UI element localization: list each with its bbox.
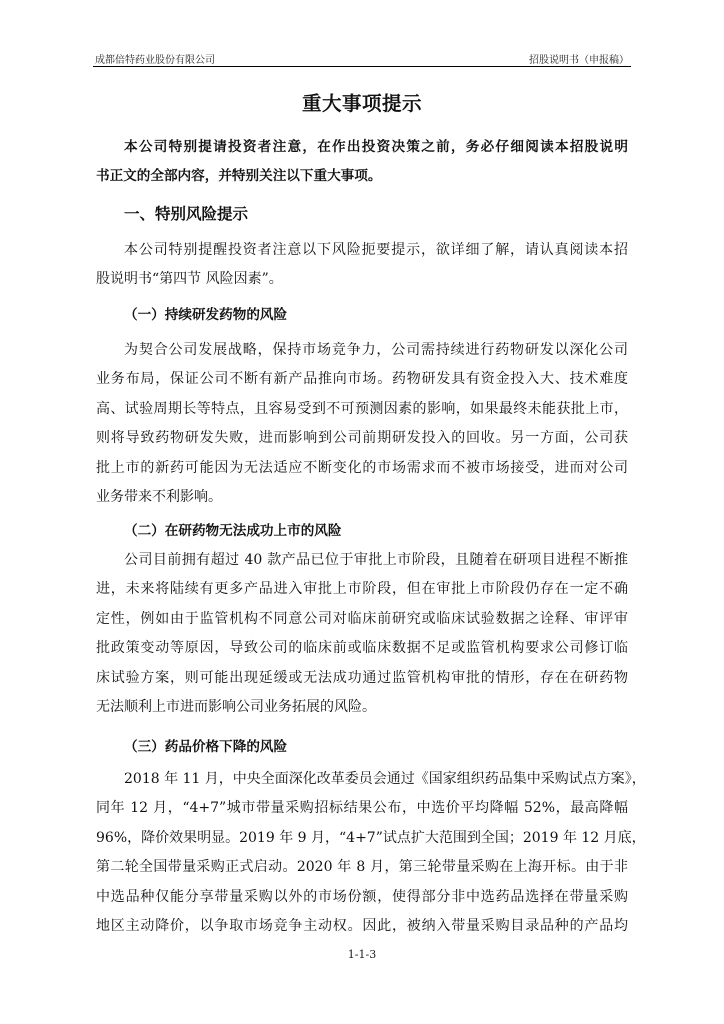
text-line: 96%，降价效果明显。2019 年 9 月，“4+7”试点扩大范围到全国；2019 年 12 月底，	[96, 829, 646, 846]
risk-paragraph	[96, 336, 628, 512]
text-line: 业务布局，保证公司不断有新产品推向市场。药物研发具有资金投入大、技术难度	[96, 371, 628, 388]
subsection-heading: （一）持续研发药物的风险	[124, 307, 288, 323]
text-line: 无法顺利上市进而影响公司业务拓展的风险。	[96, 698, 376, 715]
text-line: 则将导致药物研发失败，进而影响到公司前期研发投入的回收。另一方面，公司获	[96, 430, 628, 447]
text-line: 批政策变动等原因，导致公司的临床前或临床数据不足或监管机构要求公司修订临	[96, 640, 628, 657]
text-line: 中选品种仅能分享带量采购以外的市场份额，使得部分非中选药品选择在带量采购	[96, 888, 628, 905]
page-number: 1-1-3	[347, 948, 377, 961]
text-line: 公司目前拥有超过 40 款产品已位于审批上市阶段，且随着在研项目进程不断推	[124, 552, 628, 568]
text-line: 本公司特别提请投资者注意，在作出投资决策之前，务必仔细阅读本招股说明	[124, 139, 628, 155]
page-title: 重大事项提示	[301, 92, 422, 115]
text-line: 批上市的新药可能因为无法适应不断变化的市场需求而不被市场接受，进而对公司	[96, 459, 628, 476]
text-line: 高、试验周期长等特点，且容易受到不可预测因素的影响，如果最终未能获批上市，	[96, 400, 628, 417]
subsection-heading: （二）在研药物无法成功上市的风险	[124, 523, 342, 539]
page-header-doc-type: 招股说明书（申报稿）	[529, 55, 629, 66]
text-line: 定性，例如由于监管机构不同意公司对临床前研究或临床试验数据之诠释、审评审	[96, 610, 628, 627]
intro-paragraph	[96, 133, 628, 192]
text-line: 股说明书“第四节 风险因素”。	[96, 271, 283, 288]
text-line: 本公司特别提醒投资者注意以下风险扼要提示，欲详细了解，请认真阅读本招	[124, 242, 628, 258]
section-heading: 一、特别风险提示	[124, 205, 249, 223]
risk-paragraph	[96, 546, 628, 722]
text-line: 为契合公司发展战略，保持市场竞争力，公司需持续进行药物研发以深化公司	[124, 342, 628, 358]
header-rule	[93, 66, 631, 67]
text-line: 地区主动降价，以争取市场竞争主动权。因此，被纳入带量采购目录品种的产品均	[96, 917, 628, 934]
page-header-company: 成都倍特药业股份有限公司	[95, 55, 215, 66]
text-line: 第二轮全国带量采购正式启动。2020 年 8 月，第三轮带量采购在上海开标。由于非	[96, 859, 628, 876]
text-line: 2018 年 11 月，中央全面深化改革委员会通过《国家组织药品集中采购试点方案》，	[124, 771, 646, 787]
text-line: 业务带来不利影响。	[96, 488, 222, 505]
section-intro-paragraph	[96, 236, 628, 295]
text-line: 床试验方案，则可能出现延缓或无法成功通过监管机构审批的情形，存在在研药物	[96, 669, 628, 686]
risk-paragraph	[96, 765, 646, 941]
text-line: 进，未来将陆续有更多产品进入审批上市阶段，但在审批上市阶段仍存在一定不确	[96, 581, 628, 598]
subsection-heading: （三）药品价格下降的风险	[124, 739, 288, 755]
text-line: 书正文的全部内容，并特别关注以下重大事项。	[96, 168, 382, 185]
text-line: 同年 12 月，“4+7”城市带量采购招标结果公布，中选价平均降幅 52%，最高降幅	[96, 800, 628, 817]
